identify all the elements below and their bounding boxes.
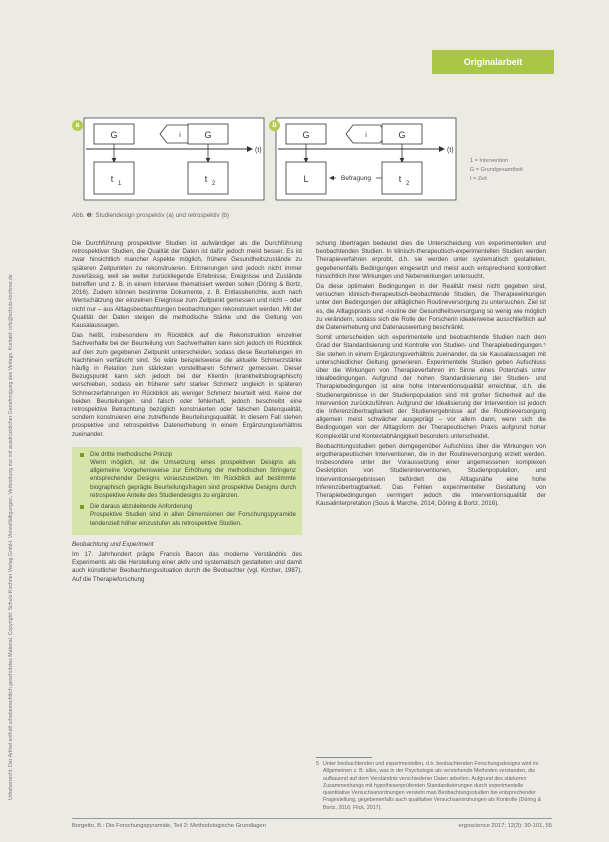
panel-a-g-right: G xyxy=(204,130,212,140)
paragraph: Im 17. Jahrhundert prägte Francis Bacon das moderne Verständnis des Experiments als die Herstellung einer aktiv und systematisch gestalteten und damit auch künstlicher Beobachtungssituation durch die Beobachter (vgl. Kircher, 1987). Auf die Therapieforschung xyxy=(72,550,302,583)
principle-title: Die daraus abzuleitende Anforderung xyxy=(90,503,193,511)
page-footer xyxy=(72,818,552,829)
panel-a-t1: t xyxy=(110,174,114,184)
panel-a-t1-sub: 1 xyxy=(118,181,122,187)
panel-a-g-left: G xyxy=(110,130,118,140)
footnote-number: 5 xyxy=(316,761,319,767)
legend-item: G = Grundgesamtheit xyxy=(470,167,523,173)
principle-title: Die dritte methodische Prinzip xyxy=(90,450,173,458)
principle-item xyxy=(80,451,296,500)
paragraph: Die Durchführung prospektiver Studien ist aufwändiger als die Durchführung retrospektiver Studien, die Qualität der Daten ist dafür jedoch meist besser. Es ist zwar hinsichtlich mancher Aspekte möglich, frühere Gesundheitszustände zu späteren Zeitpunkten zu rekonstruieren. Erinnerungen sind jedoch nicht immer zuverlässig, weil sie weiter zurückliegende Erlebnisse, Ereignisse und Zustände betreffen und z. B. in einem Interview thematisiert werden sollen (Döring & Bortz, 2016). Zudem können bestimmte Dokumente, z. B. Entlassberichte, auch nach Wertschätzung der einzelnen Ereignisse zum Zeitpunkt gemessen und nicht – oder nicht nur – aus Alltagsbeobachtungen beobachtungen rekonstruiert werden. Mit der Qualität der Daten steigen die methodische Stärke und die Geltung von Kausalaussagen. xyxy=(72,240,302,330)
subheading: Beobachtung und Experiment xyxy=(72,540,154,548)
legend-item: 1 = Intervention xyxy=(470,158,509,164)
panel-a-time-label: (t) xyxy=(255,147,262,154)
legend-item: t = Zeit xyxy=(470,176,487,182)
bullet-icon xyxy=(80,505,84,509)
panel-b-g-right: G xyxy=(398,130,406,140)
section-tab: Originalarbeit xyxy=(432,50,554,74)
panel-b-l: L xyxy=(303,174,309,184)
panel-b-t2-sub: 2 xyxy=(406,181,410,187)
principle-text: Wenn möglich, ist die Umsetzung eines prospektiven Designs als allgemeine Vorgehensweise zur Erhöhung der methodischen Stringenz entsprechender Designs vorauszusetzen. Im Rückblick auf bestimmte biographisch geprägte Beurteilungsfragen sind prospektive Designs durch retrospektive Anteile des Studiendesigns zu ergänzen. xyxy=(90,459,296,499)
panel-a-t2: t xyxy=(204,174,208,184)
panel-b-time-label: (t) xyxy=(447,147,454,154)
paragraph: Beobachtungsstudien geben demgegenüber Aufschluss über die Wirkungen von ergotherapeutischen Interventionen, die in der Routineversorgung erzielt werden. Insbesondere unter der Voraussetzung einer angemessenen komplexen Deskription von Studieninterventionen, Studienpopulation, und Interventionsergebnissen befördert die Alltagsnähe eine hohe Inferenzübertragbarkeit. Das Fehlen experimenteller Gestaltung von Therapiebedingungen verringert jedoch die Interventionsqualität der Kausalinterpretation (Sous & Marche, 2014; Döring & Bortz, 2016). xyxy=(316,442,546,508)
side-copyright-note: Urheberrecht: Der Artikel enthält urheberrechtlich geschütztes Material. Copyright: Schulz-Kirchner Verlag GmbH. Vervielfältigungen, Verbreitung nur mit ausdrücklicher Genehmigung des Verlags. Kontakt: info@schulz-kirchner.de xyxy=(8,274,14,800)
footnote xyxy=(316,761,546,812)
panel-b-g-left: G xyxy=(302,130,310,140)
paragraph: Das heißt, insbesondere im Rückblick auf die Rekonstruktion einzelner Sachverhalte bei der Beurteilung von Sachverhalten kann sich jedoch im Rückblick auf den zum gegebenen Zeitpunkt unterscheiden, sodass diese Beurteilungen im Nachhinein verfälscht sind. So wäre beispielsweise die aktuelle Schmerzstärke häufig in Relation zum stärksten vorstellbaren Schmerz gemessen. Dieser Bezugspunkt kann sich jedoch bei der Klientin (krankheitsbiographisch) verschieben, sodass ein früherer sehr starker Schmerz ungleich in späteren Schmerzerfahrungen im Rückblick als weniger Schmerz beurteilt wird. Keine der beiden Beurteilungen sind falsch oder fehlerhaft, jedoch beschreibt eine retrospektive Betrachtung bezüglich konstruierten oder falschen Datenqualität, sondern konstruieren eine zutreffende Beurteilungsqualität. In diesem Fall stehen prospektive und retrospektive Datenerhebung in einem Ergänzungsverhältnis zueinander. xyxy=(72,332,302,438)
panel-a-t2-sub: 2 xyxy=(212,181,216,187)
principle-text: Prospektive Studien sind in allen Dimensionen der Forschungspyramide tendenziell höher einzustufen als retrospektive Studien. xyxy=(90,511,296,527)
bullet-icon xyxy=(80,453,84,457)
badge-a: a xyxy=(72,120,83,131)
footer-citation: Borgetto, B.: Die Forschungspyramide, Teil 2: Methodologische Grundlagen xyxy=(72,823,266,829)
footnote-text: Unter beobachtenden und experimentellen, d.h. beobachtenden Forschungsdesigns wird im Allgemeinen z. B. alles, was in der Psychologie als verstehende Methoden verstanden, die aufbauend auf dem Verständnis verschiedener Daten arbeiten. Aufgrund des stärkeren Zusammenhangs mit hypothesenprüfenden Standardisierungen durch experimentelle quantitative Versuchsanordnungen versteht man Beobachtungsstudien bei entsprechender Fragestellung, gegebenenfalls auch qualitative Versuchsanordnungen als Kontrolle (Döring & Bortz, 2016; Flick, 2017). xyxy=(322,761,542,811)
principle-box xyxy=(72,447,302,535)
footnote-rule xyxy=(316,757,372,758)
text-column-right xyxy=(316,240,546,511)
paragraph: Da diese optimalen Bedingungen in der Realität meist nicht gegeben sind, versuchen klinisch-therapeutisch-beobachtende Studien, die Therapiewirkungen unter den Bedingungen der alltäglichen Routineversorgung zu untersuchen. Ziel ist es, die Alltagspraxis und -routine der Gesundheitsversorgung so wenig wie möglich zu verändern, sodass sich die Rolle der Forscherin idealerweise ausschließlich auf die Datenerhebung und Datenauswertung beschränkt. xyxy=(316,283,546,332)
text-column-left xyxy=(72,240,302,586)
badge-b: b xyxy=(269,120,280,131)
panel-a-i: i xyxy=(179,132,181,139)
footer-journal: ergoscience 2017; 12(3): 30-101, 55 xyxy=(458,823,552,829)
panel-b-i: i xyxy=(365,132,367,139)
figure-legend xyxy=(470,157,523,184)
paragraph: schung übertragen bedeutet dies die Unterscheidung von experimentellen und beobachtenden Studien. In klinisch-therapeutisch-experimentellen Studien werden Therapieverfahren erprobt, d.h. sie werden unter systematisch gestalteten, gegebenenfalls Bedingungen eingesetzt und meist auch entsprechend kontrolliert hinsichtlich ihrer Wirkungen und Nebenwirkungen untersucht. xyxy=(316,240,546,280)
principle-item xyxy=(80,503,296,528)
figure-caption: Abb. ❷: Studiendesign prospektiv (a) und retrospektiv (b) xyxy=(72,212,229,219)
panel-b-t2: t xyxy=(398,174,402,184)
paragraph: Somit unterscheiden sich experimentelle und beobachtende Studien nach dem Grad der Standardisierung und Kontrolle von Studien- und Therapiebedingungen.⁵ Sie stehen in einem Ergänzungsverhältnis zueinander, da sie Kausalaussagen mit unterschiedlicher Geltung generieren. Experimentelle Studien geben Aufschluss über die Wirkungen von Therapieverfahren im Sinne eines Potenzials unter Idealbedingungen. Aufgrund der hohen Standardisierung der Studien- und Therapiebedingungen ist eine hohe Interventionsqualität erreichbar, d.h. die Studienergebnisse in der Studienpopulation sind mit großer Sicherheit auf die Intervention zurückzuführen. Aufgrund der Idealisierung der Intervention ist jedoch die Inferenzübertragbarkeit der Studienergebnisse auf die Routineversorgung allgemein meist schwächer ausgeprägt – vor allem dann, wenn sich die Bedingungen von der Alltagsform der Therapeutischen Praxis aufgrund hoher Komplexität und Kontextabhängigkeit besonders unterscheidet. xyxy=(316,334,546,440)
panel-b-befragung: Befragung xyxy=(341,175,371,182)
